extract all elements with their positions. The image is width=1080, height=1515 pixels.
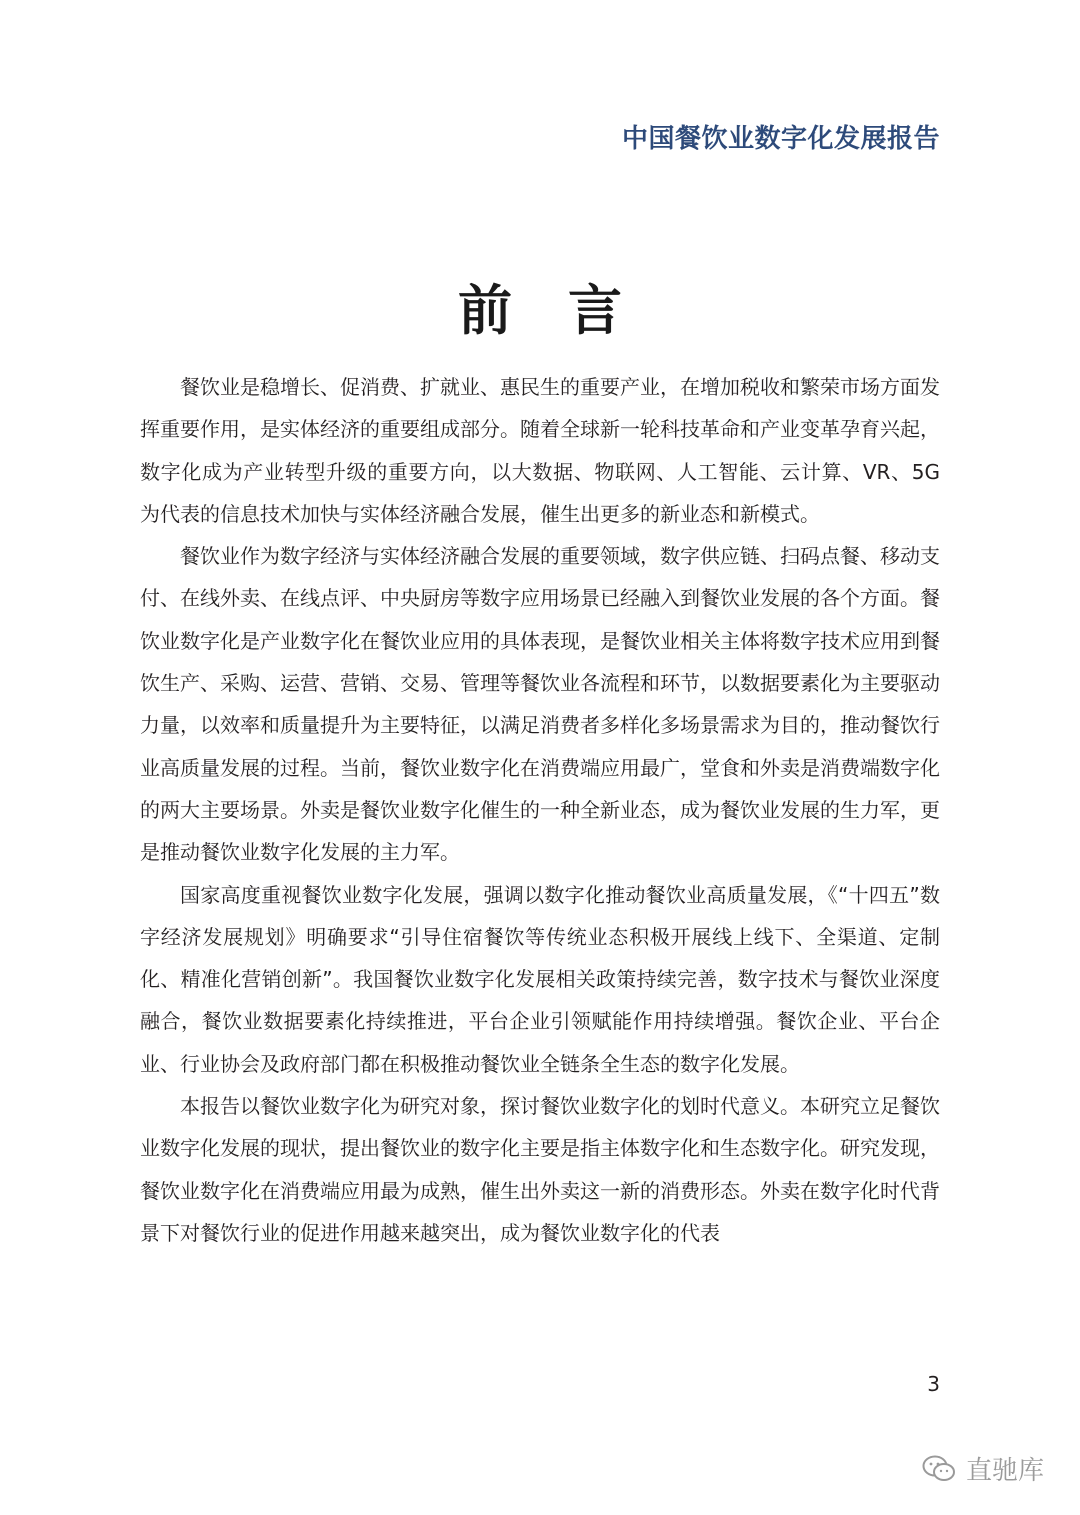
wechat-icon <box>922 1454 956 1484</box>
paragraph-2: 餐饮业作为数字经济与实体经济融合发展的重要领域，数字供应链、扫码点餐、移动支付、在线外卖、在线点评、中央厨房等数字应用场景已经融入到餐饮业发展的各个方面。餐饮业数字化是产业数字化在餐饮业应用的具体表现，是餐饮业相关主体将数字技术应用到餐饮生产、采购、运营、营销、交易、管理等餐饮业各流程和环节，以数据要素化为主要驱动力量，以效率和质量提升为主要特征，以满足消费者多样化多场景需求为目的，推动餐饮行业高质量发展的过程。当前，餐饮业数字化在消费端应用最广，堂食和外卖是消费端数字化的两大主要场景。外卖是餐饮业数字化催生的一种全新业态，成为餐饮业发展的生力军，更是推动餐饮业数字化发展的主力军。 <box>140 544 940 865</box>
paragraph-3: 国家高度重视餐饮业数字化发展，强调以数字化推动餐饮业高质量发展，《“十四五”数字经济发展规划》明确要求“引导住宿餐饮等传统业态积极开展线上线下、全渠道、定制化、精准化营销创新”。我国餐饮业数字化发展相关政策持续完善，数字技术与餐饮业深度融合，餐饮业数据要素化持续推进，平台企业引领赋能作用持续增强。餐饮企业、平台企业、行业协会及政府部门都在积极推动餐饮业全链条全生态的数字化发展。 <box>140 882 940 1076</box>
paragraph-4: 本报告以餐饮业数字化为研究对象，探讨餐饮业数字化的划时代意义。本研究立足餐饮业数字化发展的现状，提出餐饮业的数字化主要是指主体数字化和生态数字化。研究发现，餐饮业数字化在消费端应用最为成熟，催生出外卖这一新的消费形态。外卖在数字化时代背景下对餐饮行业的促进作用越来越突出，成为餐饮业数字化的代表 <box>140 1094 940 1245</box>
body-text <box>140 366 940 1254</box>
paragraph-1: 餐饮业是稳增长、促消费、扩就业、惠民生的重要产业，在增加税收和繁荣市场方面发挥重要作用，是实体经济的重要组成部分。随着全球新一轮科技革命和产业变革孕育兴起，数字化成为产业转型升级的重要方向，以大数据、物联网、人工智能、云计算、VR、5G 为代表的信息技术加快与实体经济融合发展，催生出更多的新业态和新模式。 <box>140 375 940 526</box>
watermark-text: 直驰库 <box>965 1456 1044 1486</box>
report-title: 中国餐饮业数字化发展报告 <box>621 124 940 154</box>
page-number: 3 <box>927 1372 940 1396</box>
chapter-title: 前言 <box>458 278 678 342</box>
watermark <box>922 1450 1044 1487</box>
